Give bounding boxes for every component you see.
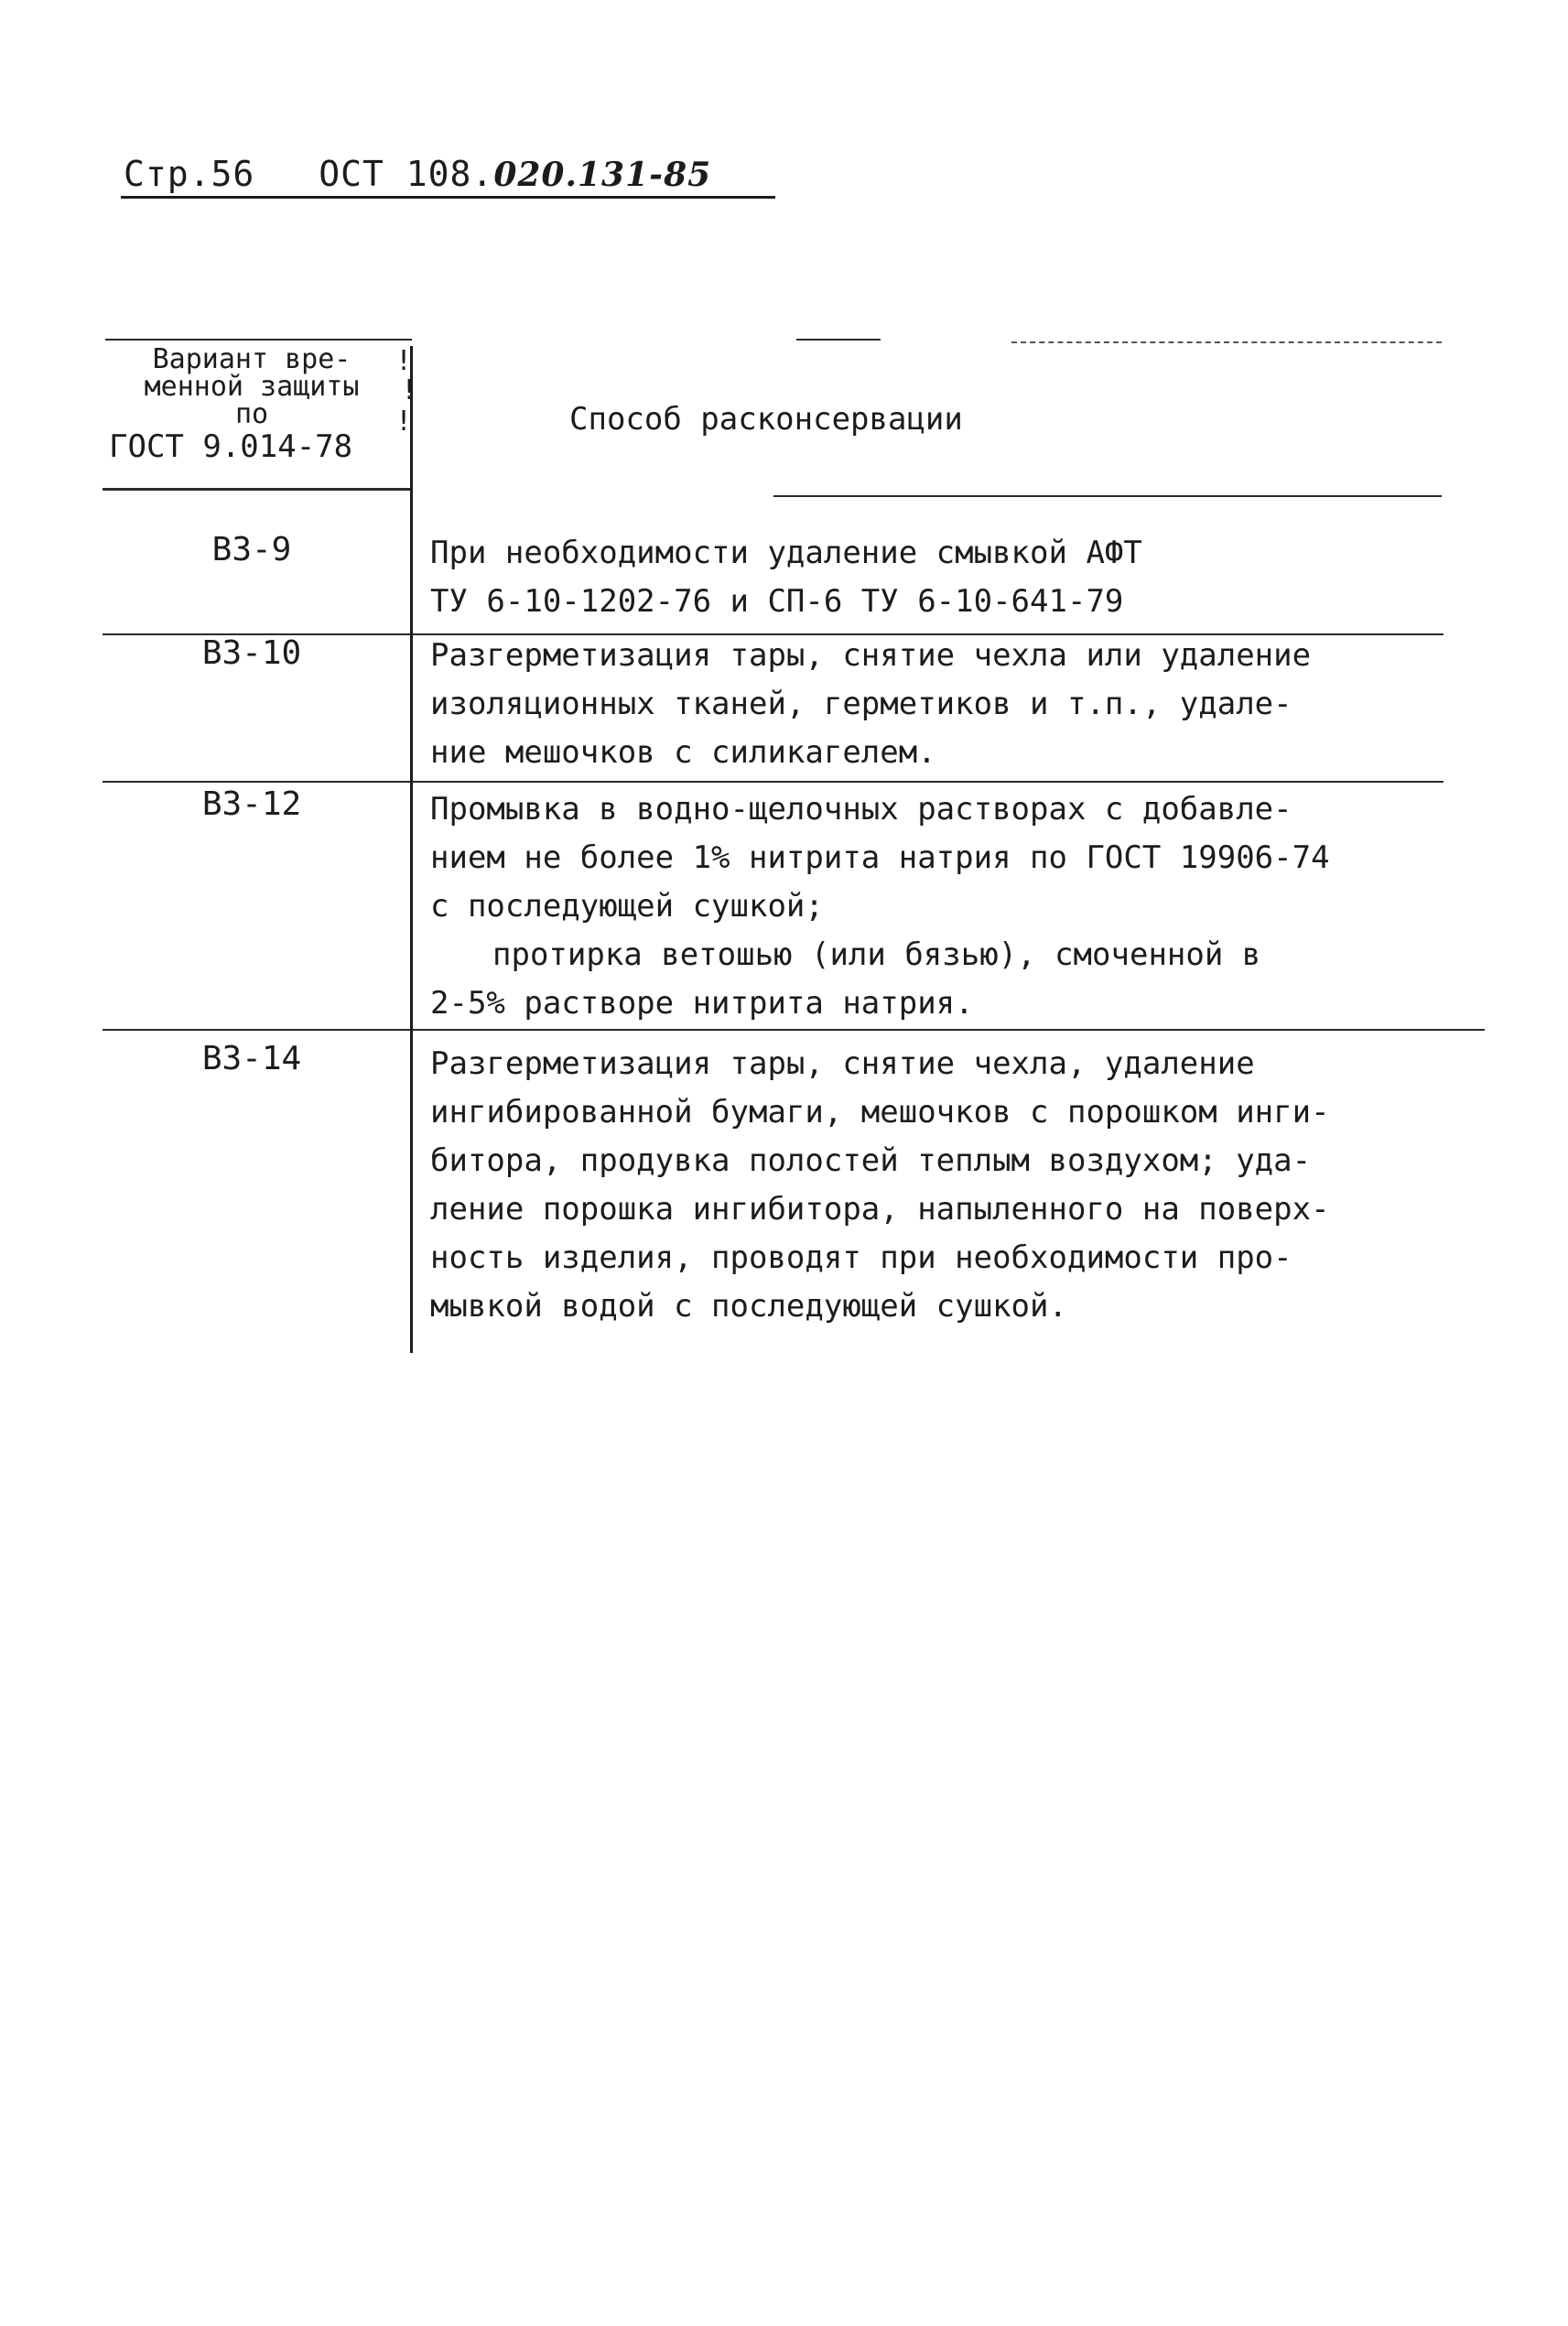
method-line: нием не более 1% нитрита натрия по ГОСТ 19906-74 (430, 839, 1330, 876)
variant-cell: ВЗ-14 (201, 1040, 302, 1077)
header-bottom-rule-right (773, 495, 1442, 497)
method-line: с последующей сушкой; (430, 888, 824, 925)
method-line: При необходимости удаление смывкой АФТ (430, 535, 1142, 571)
method-line: ТУ 6-10-1202-76 и СП-6 ТУ 6-10-641-79 (430, 583, 1124, 620)
method-column-header: Способ расконсервации (569, 401, 963, 438)
method-cell (430, 632, 1492, 777)
variant-cell: ВЗ-9 (211, 531, 292, 568)
row-rule-3 (103, 1029, 1485, 1031)
method-line: ние мешочков с силикагелем. (430, 734, 936, 771)
page-header (124, 154, 711, 194)
column-divider (410, 346, 413, 1353)
method-line: Промывка в водно-щелочных растворах с добавле- (430, 791, 1292, 828)
method-cell (430, 1040, 1492, 1331)
table-top-rule-mid (796, 339, 881, 341)
header-separator-mark: ! (401, 374, 418, 406)
table-top-rule-right (1011, 341, 1442, 343)
method-line: ингибированной бумаги, мешочков с порошком инги- (430, 1094, 1330, 1131)
row-rule-2 (103, 781, 1444, 783)
table-top-rule-left (105, 339, 412, 341)
standard-number-handwritten: 020.131-85 (493, 156, 712, 194)
variant-header-line: менной защиты (144, 371, 360, 403)
method-line: мывкой водой с последующей сушкой. (430, 1288, 1067, 1325)
method-line: Разгерметизация тары, снятие чехла или удаление (430, 637, 1312, 674)
header-separator-mark: ! (395, 345, 413, 377)
method-line: Разгерметизация тары, снятие чехла, удаление (430, 1045, 1255, 1082)
method-line: ность изделия, проводят при необходимости про- (430, 1239, 1292, 1276)
variant-cell: ВЗ-12 (201, 785, 302, 823)
method-line: ление порошка ингибитора, напыленного на поверх- (430, 1191, 1330, 1228)
method-cell (430, 785, 1492, 1028)
method-line: 2-5% растворе нитрита натрия. (430, 985, 974, 1022)
method-line: изоляционных тканей, герметиков и т.п., удале- (430, 686, 1292, 722)
variant-header-line: по (234, 398, 269, 430)
variant-cell: ВЗ-10 (201, 634, 302, 672)
variant-header-line: Вариант вре- (152, 343, 351, 375)
header-underline (121, 196, 775, 199)
page-number: Стр.56 (124, 154, 255, 194)
header-separator-mark: ! (395, 406, 413, 438)
variant-column-header (105, 343, 398, 465)
method-line: битора, продувка полостей теплым воздухом; уда- (430, 1142, 1312, 1179)
variant-header-line: ГОСТ 9.014-78 (109, 428, 353, 465)
standard-number: ОСТ 108. (319, 154, 494, 194)
header-bottom-rule-left (103, 488, 410, 491)
method-line: протирка ветошью (или бязью), смоченной в (492, 936, 1261, 973)
method-cell (430, 529, 1492, 626)
